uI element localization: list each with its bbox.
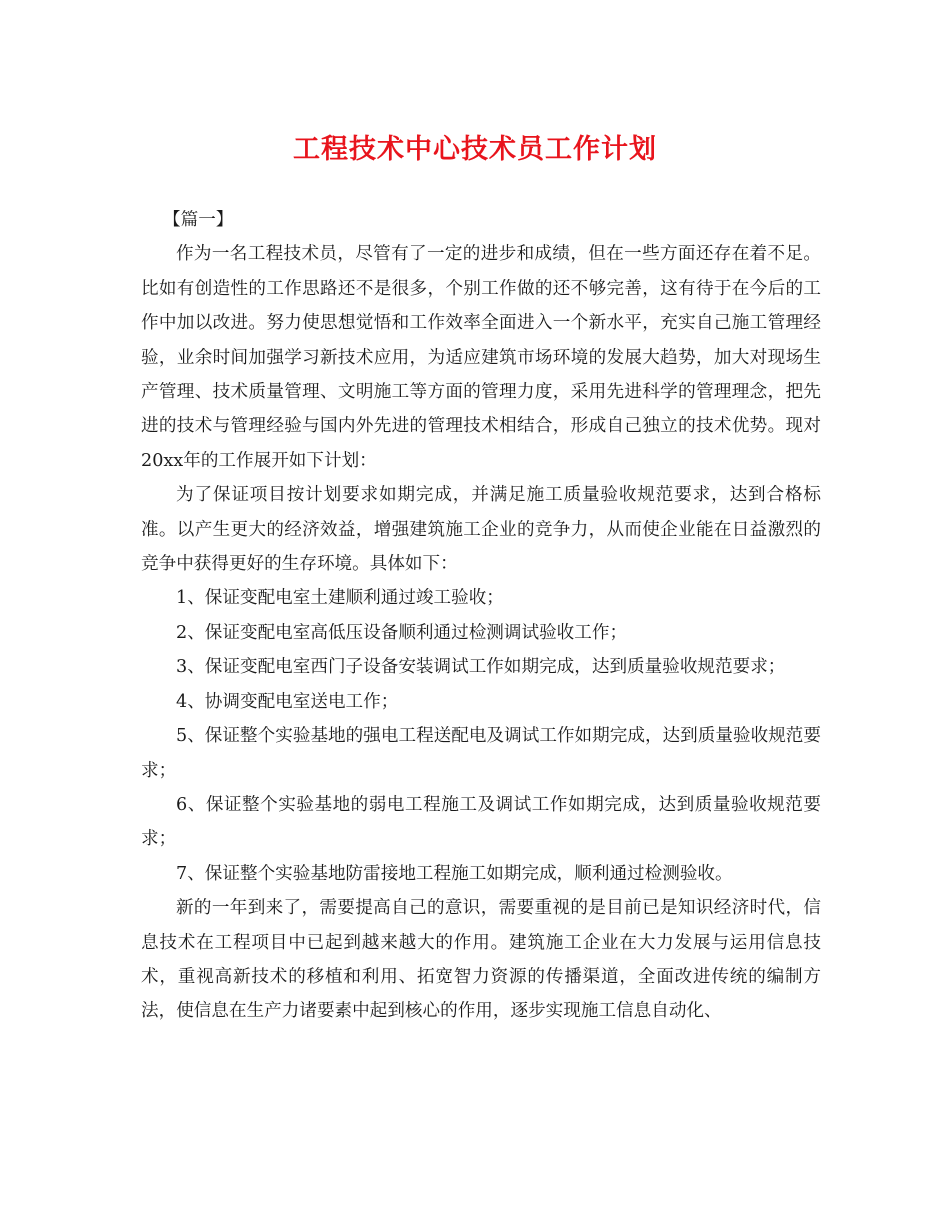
list-item-4: 4、协调变配电室送电工作； [176,691,399,712]
list-item-6: 6、保证整个实验基地的弱电工程施工及调试工作如期完成，达到质量验收规范要求； [141,794,821,850]
list-item-2: 2、保证变配电室高低压设备顺利通过检测调试验收工作； [176,622,628,643]
section-heading: 【篇一】 [163,210,234,230]
list-item-3: 3、保证变配电室西门子设备安装调试工作如期完成，达到质量验收规范要求； [176,657,786,678]
list-item-7: 7、保证整个实验基地防雷接地工程施工如期完成，顺利通过检测验收。 [176,863,733,884]
paragraph-closing: 新的一年到来了，需要提高自己的意识，需要重视的是目前已是知识经济时代，信息技术在工程项目中已起到越来越大的作用。建筑施工企业在大力发展与运用信息技术，重视高新技术的移植和利用、拓宽智力资源的传播渠道，全面改进传统的编制方法，使信息在生产力诸要素中起到核心的作用，逐步实现施工信息自动化、 [141,898,821,1022]
document-body [141,203,821,1029]
paragraph-intro: 作为一名工程技术员，尽管有了一定的进步和成绩，但在一些方面还存在着不足。比如有创造性的工作思路还不是很多，个别工作做的还不够完善，这有待于在今后的工作中加以改进。努力使思想觉悟和工作效率全面进入一个新水平，充实自己施工管理经验，业余时间加强学习新技术应用，为适应建筑市场环境的发展大趋势，加大对现场生产管理、技术质量管理、文明施工等方面的管理力度，采用先进科学的管理理念，把先进的技术与管理经验与国内外先进的管理技术相结合，形成自己独立的技术优势。现对20xx年的工作展开如下计划： [141,244,821,471]
paragraph-goal: 为了保证项目按计划要求如期完成，并满足施工质量验收规范要求，达到合格标准。以产生更大的经济效益，增强建筑施工企业的竞争力，从而使企业能在日益激烈的竞争中获得更好的生存环境。具体如下： [141,485,821,575]
document-title: 工程技术中心技术员工作计划 [293,134,657,165]
list-item-1: 1、保证变配电室土建顺利通过竣工验收； [176,588,504,609]
list-item-5: 5、保证整个实验基地的强电工程送配电及调试工作如期完成，达到质量验收规范要求； [141,726,821,781]
